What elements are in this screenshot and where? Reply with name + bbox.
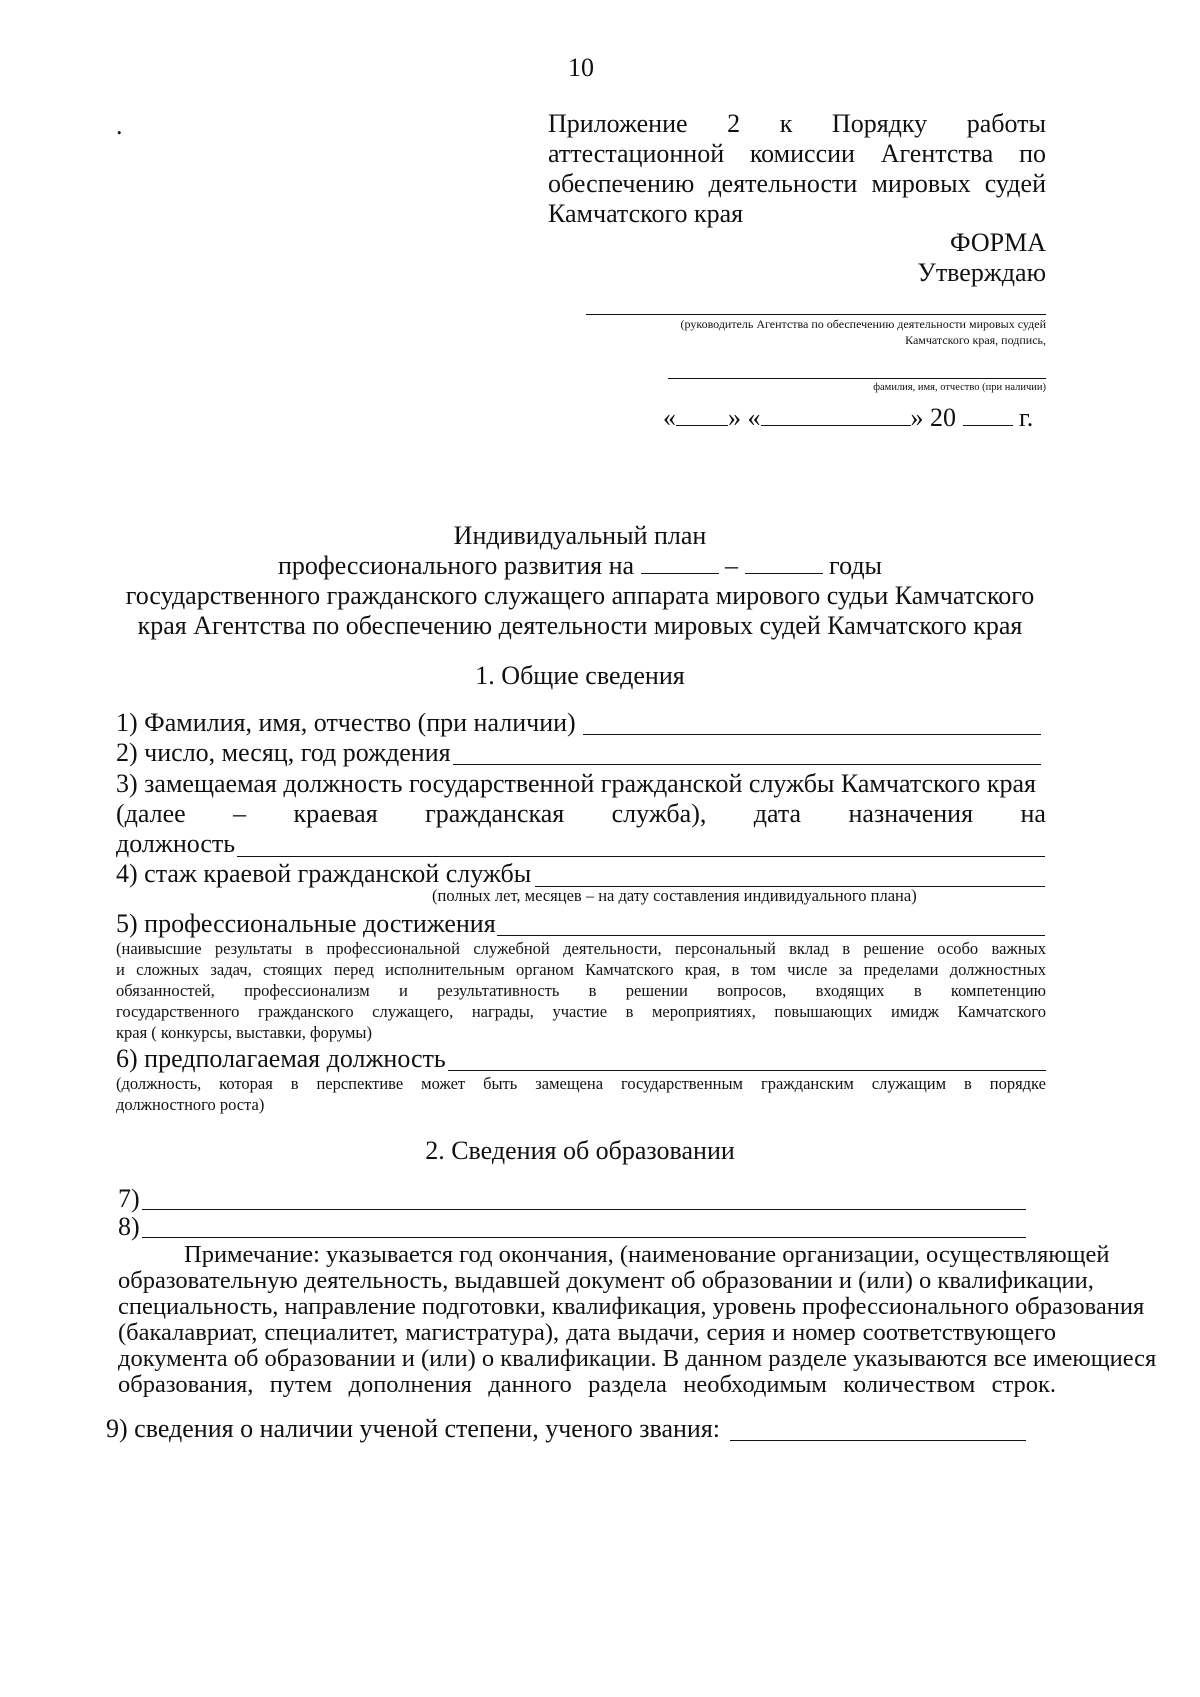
item-6-label: 6) предполагаемая должность [116, 1044, 446, 1073]
item-5-note-1: (наивысшие результаты в профессиональной служебной деятельности, персональный вклад в решение особо важных [116, 939, 1046, 958]
item-6-note-1: (должность, которая в перспективе может быть замещена государственным гражданским служащим в порядке [116, 1074, 1046, 1093]
item-6-field[interactable] [448, 1070, 1046, 1071]
signature-caption-1: (руководитель Агентства по обеспечению деятельности мировых судей [680, 317, 1046, 331]
form-label: ФОРМА [950, 228, 1046, 257]
page-number: 10 [568, 53, 594, 82]
item-9-label: 9) сведения о наличии ученой степени, ученого звания: [106, 1414, 721, 1443]
plan-year-from-field[interactable] [641, 551, 719, 574]
section-2-heading: 2. Сведения об образовании [425, 1136, 735, 1165]
education-note-3: специальность, направление подготовки, квалификация, уровень профессионального образования [118, 1293, 1145, 1320]
signature-line[interactable] [586, 314, 1046, 315]
education-note-6: образования, путем дополнения данного раздела необходимым количеством строк. [118, 1371, 1056, 1398]
item-7-field[interactable] [142, 1209, 1026, 1210]
item-5-note-5: края ( конкурсы, выставки, форумы) [116, 1023, 372, 1042]
item-1-label: 1) Фамилия, имя, отчество (при наличии) [116, 708, 576, 737]
item-8-field[interactable] [142, 1237, 1026, 1238]
item-3-line-1: 3) замещаемая должность государственной гражданской службы Камчатского края [116, 769, 1037, 798]
plan-year-to-field[interactable] [745, 551, 823, 574]
appendix-line-3: обеспечению деятельности мировых судей [548, 169, 1046, 198]
item-3-line-2: (далее – краевая гражданская служба), дата назначения на [116, 799, 1046, 828]
section-1-heading: 1. Общие сведения [475, 661, 685, 690]
date-day-field[interactable] [676, 403, 728, 426]
education-note-2: образовательную деятельность, выдавшей документ об образовании и (или) о квалификации, [118, 1267, 1094, 1294]
item-5-label: 5) профессиональные достижения [116, 909, 496, 938]
date-line: « » « » 20 г. [663, 403, 1034, 432]
stray-dot: . [116, 111, 123, 140]
item-3-field[interactable] [237, 856, 1045, 857]
item-2-field[interactable] [453, 764, 1041, 765]
plan-title-line-2: профессионального развития на – годы [277, 551, 883, 580]
plan-title-line-3: государственного гражданского служащего аппарата мирового судьи Камчатского [125, 581, 1035, 610]
appendix-line-2: аттестационной комиссии Агентства по [548, 139, 1046, 168]
plan-title-line-4: края Агентства по обеспечению деятельности мировых судей Камчатского края [137, 611, 1023, 640]
signature-caption-2: Камчатского края, подпись, [905, 333, 1046, 347]
item-7-label: 7) [118, 1184, 140, 1213]
item-1-field[interactable] [583, 734, 1041, 735]
name-line[interactable] [668, 378, 1046, 379]
plan-title-line-1: Индивидуальный план [453, 521, 707, 550]
item-5-field[interactable] [497, 935, 1045, 936]
approve-label: Утверждаю [917, 258, 1046, 287]
item-5-note-3: обязанностей, профессионализм и результативность в решении вопросов, входящих в компетенцию [116, 981, 1046, 1000]
item-4-label: 4) стаж краевой гражданской службы [116, 859, 532, 888]
item-5-note-4: государственного гражданского служащего, награды, участие в мероприятиях, повышающих имидж Камчатского [116, 1002, 1046, 1021]
item-3-line-3: должность [116, 829, 236, 858]
education-note-1: Примечание: указывается год окончания, (наименование организации, осуществляющей [184, 1241, 1110, 1268]
item-2-label: 2) число, месяц, год рождения [116, 738, 451, 767]
item-6-note-2: должностного роста) [116, 1095, 265, 1114]
date-year-field[interactable] [963, 403, 1013, 426]
item-8-label: 8) [118, 1212, 140, 1241]
education-note-5: документа об образовании и (или) о квалификации. В данном разделе указываются все имеющиеся [118, 1345, 1157, 1372]
date-month-field[interactable] [761, 403, 911, 426]
item-4-note: (полных лет, месяцев – на дату составления индивидуального плана) [432, 886, 917, 905]
appendix-line-4: Камчатского края [548, 199, 744, 228]
education-note-4: (бакалавриат, специалитет, магистратура), дата выдачи, серия и номер соответствующего [118, 1319, 1056, 1346]
item-9-field[interactable] [730, 1440, 1026, 1441]
name-caption: фамилия, имя, отчество (при наличии) [873, 382, 1046, 393]
item-5-note-2: и сложных задач, стоящих перед исполнительным органом Камчатского края, в том числе за пределами должностных [116, 960, 1046, 979]
appendix-line-1: Приложение 2 к Порядку работы [548, 109, 1046, 138]
